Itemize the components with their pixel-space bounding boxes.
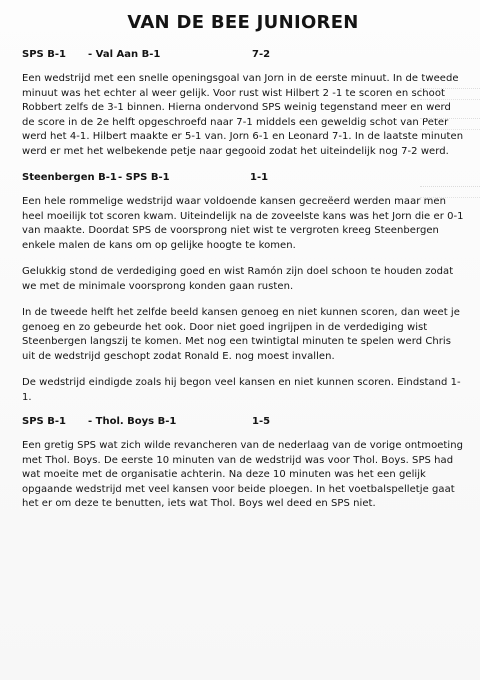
home-team: SPS B-1: [22, 416, 66, 427]
away-team: - Val Aan B-1: [88, 49, 161, 60]
page-title: VAN DE BEE JUNIOREN: [127, 12, 359, 33]
match-header: [22, 48, 464, 62]
show-through-artifact: [420, 186, 480, 198]
match-report-paragraph: Een gretig SPS wat zich wilde revancheren van de nederlaag van de vorige ontmoeting met Thol. Boys. De eerste 10 minuten van de wedstrijd was voor Thol. Boys. SPS had wat moeite met de organisatie achterin. Na deze 10 minuten was het een gelijk opgaande wedstrijd met veel kansen voor beide ploegen. In het voetbalspelletje gaat het er om deze te benutten, iets wat Thol. Boys wel deed en SPS niet.: [22, 440, 464, 509]
away-team: - SPS B-1: [118, 172, 170, 183]
away-team: - Thol. Boys B-1: [88, 416, 177, 427]
match-score: 1-1: [250, 172, 269, 183]
match-score: 7-2: [252, 49, 271, 60]
home-team: SPS B-1: [22, 49, 66, 60]
match-score: 1-5: [252, 416, 271, 427]
match-header: [22, 171, 464, 185]
match-report-paragraph: Een wedstrijd met een snelle openingsgoal van Jorn in de eerste minuut. In de tweede minuut was het echter al weer gelijk. Voor rust wist Hilbert 2 -1 te scoren en schoot Robbert zelfs de 3-1 binnen. Hierna ondervond SPS weinig tegenstand meer en werd de score in de 2e helft opgeschroefd naar 7-1 middels een geweldig schot van Peter werd het 4-1. Hilbert maakte er 5-1 van. Jorn 6-1 en Leonard 7-1. In de laatste minuten werd er met het welbekende petje naar gegooid zodat het uiteindelijk nog 7-2 werd.: [22, 73, 464, 157]
match-report-paragraph: De wedstrijd eindigde zoals hij begon veel kansen en niet kunnen scoren. Eindstand 1-1.: [22, 377, 461, 403]
match-report-paragraph: Gelukkig stond de verdediging goed en wist Ramón zijn doel schoon te houden zodat we met de minimale voorsprong konden gaan rusten.: [22, 266, 454, 292]
show-through-artifact: [420, 88, 480, 100]
show-through-artifact: [420, 118, 480, 130]
home-team: Steenbergen B-1: [22, 172, 117, 183]
match-report-paragraph: In de tweede helft het zelfde beeld kansen genoeg en niet kunnen scoren, dan weet je genoeg en zo gebeurde het ook. Door niet goed ingrijpen in de verdediging wist Steenbergen langszij te komen. Met nog een twintigtal minuten te spelen werd Chris uit de wedstrijd geschopt zodat Ronald E. nog moest invallen.: [22, 307, 460, 362]
match-header: [22, 415, 464, 429]
match-report-paragraph: Een hele rommelige wedstrijd waar voldoende kansen gecreëerd werden maar men heel moeilijk tot scoren kwam. Uiteindelijk na de zoveelste kans was het Jorn die er 0-1 van maakte. Doordat SPS de voorsprong niet wist te vergroten kreeg Steenbergen enkele malen de kans om op gelijke hoogte te komen.: [22, 196, 464, 251]
